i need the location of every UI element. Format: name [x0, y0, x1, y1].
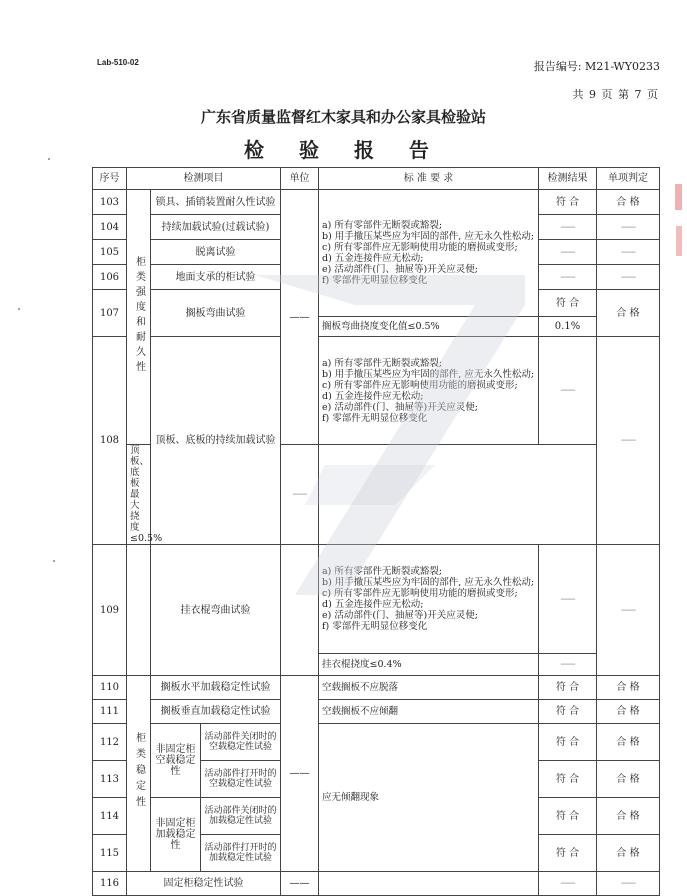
header-item: 检测项目 [127, 168, 281, 190]
standard-requirements: a) 所有零部件无断裂或豁裂; b) 用手撤压某些应为牢固的部件, 应无永久性松动; c) 所有零部件应无影响使用功能的磨损或变形; d) 五金连接件应无松动; e) 活动部件(门、抽屉等)开关应灵便; f) 零部件无明显位移变化 [319, 190, 539, 317]
group-label: 柜类稳定性 [127, 676, 151, 872]
table-row [93, 676, 660, 700]
judge-cell: ------ [597, 240, 660, 265]
judge-cell: 合 格 [597, 798, 660, 835]
item-name: 固定柜稳定性试验 [127, 872, 281, 896]
result-value: ------ [539, 654, 597, 676]
scan-speck [18, 308, 20, 310]
organization-name: 广东省质量监督红木家具和办公家具检验站 [200, 108, 486, 126]
standard-text: 应无倾翻现象 [319, 724, 539, 872]
header-unit: 单位 [281, 168, 319, 190]
unit-cell: —— [281, 676, 319, 872]
judge-cell: ------ [597, 215, 660, 240]
standard-deflection: 搁板弯曲挠度变化值≤0.5% [319, 317, 539, 337]
judge-cell: ------ [597, 337, 660, 545]
item-name: 挂衣棍弯曲试验 [151, 545, 281, 676]
item-name: 活动部件关闭时的空载稳定性试验 [201, 724, 281, 761]
row-no: 115 [93, 835, 127, 872]
row-no: 104 [93, 215, 127, 240]
standard-text [319, 872, 539, 896]
table-header-row [93, 168, 660, 190]
item-name: 搁板弯曲试验 [151, 290, 281, 337]
scan-speck [48, 158, 50, 160]
row-no: 113 [93, 761, 127, 798]
result-cell: 符 合 [539, 835, 597, 872]
row-no: 105 [93, 240, 127, 265]
item-name: 脱离试验 [151, 240, 281, 265]
item-name: 搁板垂直加载稳定性试验 [151, 700, 281, 724]
result-cell: 符 合 [539, 700, 597, 724]
item-name: 地面支承的柜试验 [151, 265, 281, 290]
result-cell: ------ [539, 872, 597, 896]
group-label: 柜类强度和耐久性 [127, 190, 151, 445]
stamp-edge-mark [672, 178, 687, 268]
item-name: 活动部件关闭时的加载稳定性试验 [201, 798, 281, 835]
item-name: 搁板水平加载稳定性试验 [151, 676, 281, 700]
table-row [93, 190, 660, 215]
header-standard: 标 准 要 求 [319, 168, 539, 190]
row-no: 114 [93, 798, 127, 835]
row-no: 108 [93, 337, 127, 545]
table-row [93, 700, 660, 724]
header-judge: 单项判定 [597, 168, 660, 190]
judge-cell: 合 格 [597, 835, 660, 872]
item-name: 顶板、底板的持续加载试验 [151, 337, 281, 545]
result-cell: ------ [539, 545, 597, 654]
result-cell: 符 合 [539, 798, 597, 835]
result-cell: 符 合 [539, 676, 597, 700]
table-row [93, 872, 660, 896]
row-no: 110 [93, 676, 127, 700]
result-cell: ------ [539, 240, 597, 265]
result-cell: ------ [539, 215, 597, 240]
row-no: 116 [93, 872, 127, 896]
subgroup-label: 非固定柜空载稳定性 [151, 724, 201, 798]
row-no: 103 [93, 190, 127, 215]
scan-speck [53, 560, 55, 562]
result-cell: ------ [539, 337, 597, 445]
unit-cell: —— [281, 190, 319, 445]
judge-cell: 合 格 [597, 290, 660, 337]
row-no: 107 [93, 290, 127, 337]
result-cell: 符 合 [539, 724, 597, 761]
item-name: 锁具、插销装置耐久性试验 [151, 190, 281, 215]
item-name: 活动部件打开时的空载稳定性试验 [201, 761, 281, 798]
standard-requirements: a) 所有零部件无断裂或豁裂; b) 用手撤压某些应为牢固的部件, 应无永久性松动; c) 所有零部件应无影响使用功能的磨损或变形; d) 五金连接件应无松动; e) 活动部件(门、抽屉等)开关应灵便; f) 零部件无明显位移变化 [319, 337, 539, 445]
group-label-filler [127, 545, 151, 676]
unit-cell: —— [281, 872, 319, 896]
header-result: 检测结果 [539, 168, 597, 190]
result-cell: ------ [539, 265, 597, 290]
header-no: 序号 [93, 168, 127, 190]
row-no: 112 [93, 724, 127, 761]
standard-requirements: a) 所有零部件无断裂或豁裂; b) 用手撤压某些应为牢固的部件, 应无永久性松动; c) 所有零部件应无影响使用功能的磨损或变形; d) 五金连接件应无松动; e) 活动部件(门、抽屉等)开关应灵便; f) 零部件无明显位移变化 [319, 545, 539, 654]
row-no: 109 [93, 545, 127, 676]
item-name: 活动部件打开时的加载稳定性试验 [201, 835, 281, 872]
standard-deflection: 挂衣棍挠度≤0.4% [319, 654, 539, 676]
report-title: 检 验 报 告 [244, 138, 443, 162]
report-number: 报告编号: M21-WY0233 [533, 60, 660, 73]
judge-cell: 合 格 [597, 190, 660, 215]
standard-text: 空载搁板不应倾翻 [319, 700, 539, 724]
standard-text: 空载搁板不应脱落 [319, 676, 539, 700]
judge-cell: 合 格 [597, 676, 660, 700]
row-no: 106 [93, 265, 127, 290]
judge-cell: 合 格 [597, 724, 660, 761]
judge-cell: 合 格 [597, 700, 660, 724]
judge-cell: ------ [597, 872, 660, 896]
item-name: 持续加载试验(过载试验) [151, 215, 281, 240]
lab-code: Lab-510-02 [97, 58, 139, 67]
page-info: 共 9 页 第 7 页 [572, 88, 659, 101]
table-row [93, 724, 660, 761]
result-cell: 符 合 [539, 761, 597, 798]
result-value: 0.1% [539, 317, 597, 337]
result-value: ------ [281, 445, 319, 545]
watermark-logo [235, 265, 535, 605]
standard-deflection: 顶板、底板最大挠度≤0.5% [127, 445, 151, 545]
judge-cell: 合 格 [597, 761, 660, 798]
judge-cell: ------ [597, 545, 660, 676]
judge-cell: ------ [597, 265, 660, 290]
subgroup-label: 非固定柜加载稳定性 [151, 798, 201, 872]
row-no: 111 [93, 700, 127, 724]
result-cell: 符 合 [539, 290, 597, 317]
result-cell: 符 合 [539, 190, 597, 215]
